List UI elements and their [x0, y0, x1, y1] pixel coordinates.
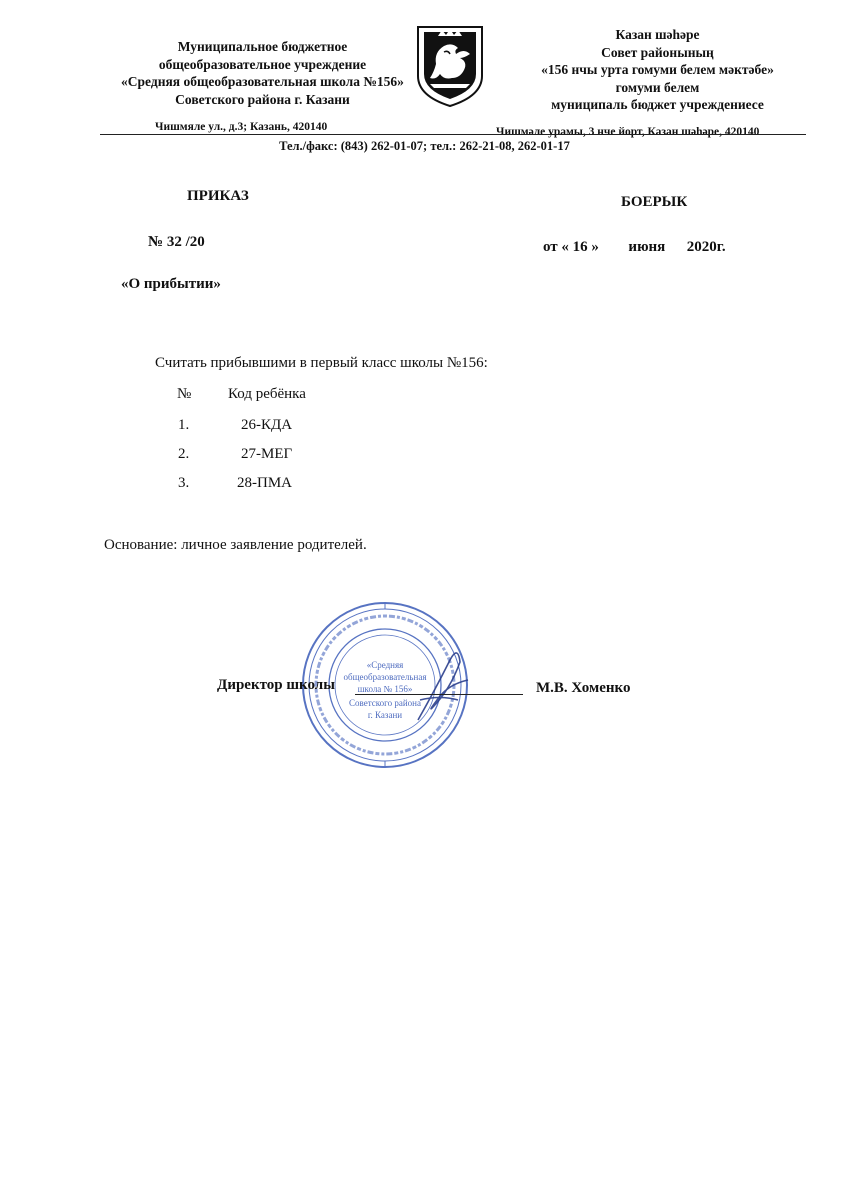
header-right-line: муниципаль бюджет учреждениесе — [551, 97, 764, 112]
row-code: 26-КДА — [241, 417, 293, 433]
header-left-line: Советского района г. Казани — [175, 91, 350, 107]
address-tt: Чишмәле урамы, 3 нче йорт, Казан шәһәре, 420140 — [496, 126, 760, 138]
header-right-line: Казан шәһәре — [615, 27, 700, 42]
date-month: июня — [628, 239, 666, 255]
header-left-line: Муниципальное бюджетное — [177, 39, 348, 54]
svg-text:г. Казани: г. Казани — [367, 710, 403, 720]
kazan-coat-of-arms-icon — [414, 24, 486, 108]
row-number: 3. — [178, 475, 190, 491]
row-number: 2. — [178, 446, 190, 462]
order-title-ru: ПРИКАЗ — [187, 188, 249, 204]
date-close: » — [591, 239, 599, 255]
intro-text: Считать прибывшими в первый класс школы №156: — [155, 355, 488, 371]
date-year: 2020г. — [686, 239, 726, 255]
date-day: 16 — [572, 239, 588, 255]
order-subject: «О прибытии» — [121, 276, 221, 292]
order-title-tt: БОЕРЫК — [621, 194, 688, 210]
row-number: 1. — [178, 417, 190, 433]
signature-name: М.В. Хоменко — [536, 680, 631, 696]
svg-text:«Средняя: «Средняя — [366, 660, 404, 670]
signature-role: Директор школы — [217, 677, 335, 693]
institution-name-ru — [95, 38, 430, 108]
row-code: 27-МЕГ — [241, 446, 293, 462]
column-code-header: Код ребёнка — [228, 386, 306, 402]
order-date — [543, 239, 726, 256]
row-code: 28-ПМА — [237, 475, 292, 491]
header-right-line: «156 нчы урта гомуми белем мәктәбе» — [541, 62, 774, 77]
header-right-line: Совет районының — [601, 44, 714, 60]
svg-text:Советского района: Советского района — [349, 698, 421, 708]
header-divider — [100, 134, 806, 135]
header-left-line: общеобразовательное учреждение — [158, 56, 367, 72]
header-right-line: гомуми белем — [615, 79, 700, 95]
order-number: № 32 /20 — [148, 234, 205, 250]
basis-text: Основание: личное заявление родителей. — [104, 537, 367, 553]
column-number-header: № — [177, 386, 192, 402]
institution-name-tt — [505, 26, 810, 114]
header-left-line: «Средняя общеобразовательная школа №156» — [121, 74, 404, 89]
svg-text:общеобразовательная: общеобразовательная — [343, 672, 427, 682]
svg-text:школа № 156»: школа № 156» — [357, 684, 413, 694]
address-ru: Чишмяле ул., д.3; Казань, 420140 — [155, 121, 328, 133]
contacts-line: Тел./факс: (843) 262-01-07; тел.: 262-21-08, 262-01-17 — [279, 139, 570, 153]
signature-line — [355, 694, 523, 695]
date-prefix: от « — [543, 239, 569, 255]
